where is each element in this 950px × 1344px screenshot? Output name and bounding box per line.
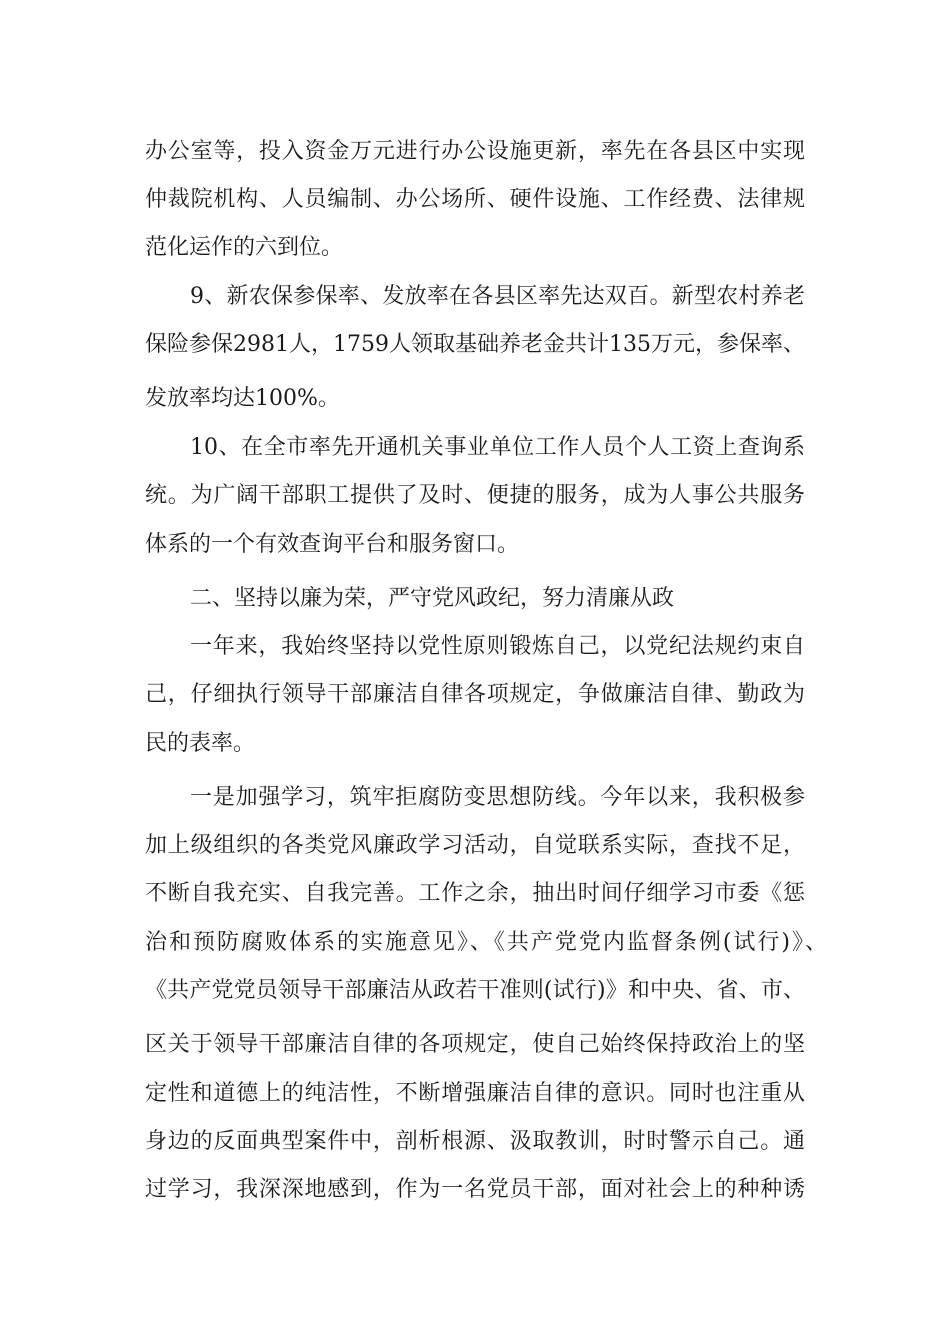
section-heading: 二、坚持以廉为荣，严守党风政纪，努力清廉从政: [190, 586, 675, 611]
text-line: 发放率均达100%。: [145, 386, 340, 411]
text-line: 定性和道德上的纯洁性，不断增强廉洁自律的意识。同时也注重从: [145, 1081, 805, 1106]
text-line: 加上级组织的各类党风廉政学习活动，自觉联系实际，查找不足，: [145, 833, 805, 858]
text-line: 过学习，我深深地感到，作为一名党员干部，面对社会上的种种诱: [145, 1177, 805, 1202]
text-line: 治和预防腐败体系的实施意见》、《共产党党内监督条例(试行)》、: [145, 930, 827, 955]
text-line: 一是加强学习，筑牢拒腐防变思想防线。今年以来，我积极参: [190, 785, 805, 810]
text-line: 范化运作的六到位。: [145, 235, 344, 260]
text-line: 《共产党党员领导干部廉洁从政若干准则(试行)》和中央、省、市、: [145, 978, 805, 1003]
text-line: 己，仔细执行领导干部廉洁自律各项规定，争做廉洁自律、勤政为: [145, 682, 805, 707]
text-line: 身边的反面典型案件中，剖析根源、汲取教训，时时警示自己。通: [145, 1129, 805, 1154]
text-line: 区关于领导干部廉洁自律的各项规定，使自己始终保持政治上的坚: [145, 1032, 805, 1057]
text-line: 办公室等，投入资金万元进行办公设施更新，率先在各县区中实现: [145, 139, 805, 164]
text-line: 不断自我充实、自我完善。工作之余，抽出时间仔细学习市委《惩: [145, 881, 805, 906]
text-line: 体系的一个有效查询平台和服务窗口。: [145, 532, 520, 557]
text-line: 一年来，我始终坚持以党性原则锻炼自己，以党纪法规约束自: [190, 634, 805, 659]
text-line: 保险参保2981人，1759人领取基础养老金共计135万元，参保率、: [145, 332, 805, 357]
text-line: 10、在全市率先开通机关事业单位工作人员个人工资上查询系: [190, 435, 805, 460]
text-line: 9、新农保参保率、发放率在各县区率先达双百。新型农村养老: [190, 284, 805, 309]
text-line: 仲裁院机构、人员编制、办公场所、硬件设施、工作经费、法律规: [145, 187, 805, 212]
text-line: 统。为广阔干部职工提供了及时、便捷的服务，成为人事公共服务: [145, 483, 805, 508]
text-line: 民的表率。: [145, 731, 256, 756]
